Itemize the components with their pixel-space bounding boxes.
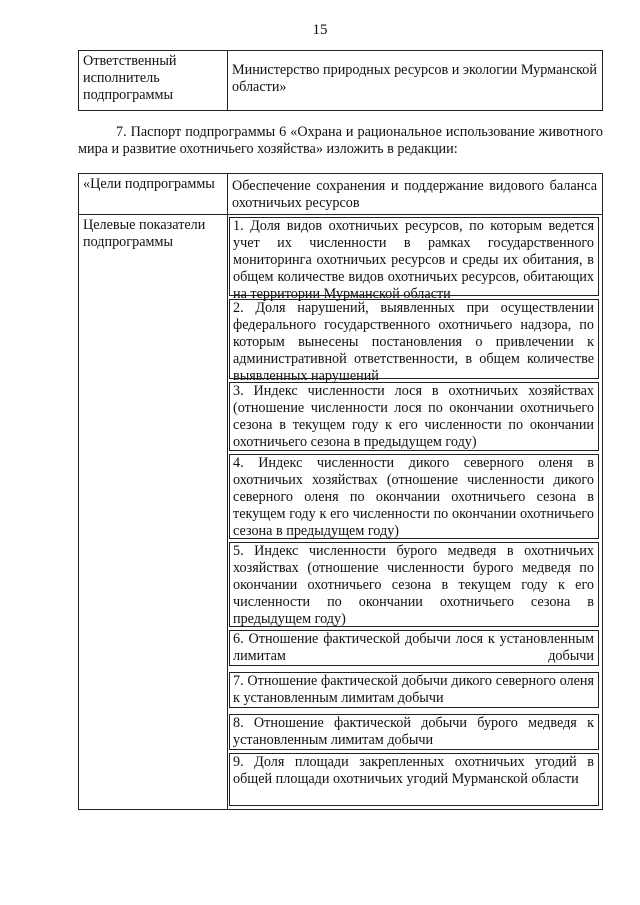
goals-value: Обеспечение сохранения и поддержание видового баланса охотничьих ресурсов xyxy=(232,178,597,211)
indicator-item: 2. Доля нарушений, выявленных при осуществлении федерального государственного охотничьего надзора, по которым вынесены постановления о привлечении к административной ответственности, в общем количестве выявленных нарушений xyxy=(229,299,599,379)
amendment-paragraph: 7. Паспорт подпрограммы 6 «Охрана и рациональное использование животного мира и развитие охотничьего хозяйства» изложить в редакции: xyxy=(78,124,603,157)
indicator-item: 5. Индекс численности бурого медведя в охотничьих хозяйствах (отношение численности бурого медведя по окончании охотничьего сезона в текущем году к его численности по окончании охотничьего сезона в предыдущем году) xyxy=(229,542,599,627)
executor-row xyxy=(79,51,603,111)
indicator-item: 1. Доля видов охотничьих ресурсов, по которым ведется учет их численности в рамках государственного мониторинга охотничьих ресурсов и среды их обитания, в общем количестве видов охотничьих ресурсов, обитающих на территории Мурманской области xyxy=(229,217,599,296)
goals-label: «Цели подпрограммы xyxy=(79,174,228,215)
executor-value: Министерство природных ресурсов и экологии Мурманской области» xyxy=(228,51,603,111)
indicators-row xyxy=(79,215,603,810)
page-number: 15 xyxy=(312,22,328,38)
passport-table xyxy=(78,173,603,810)
indicators-label: Целевые показатели подпрограммы xyxy=(79,215,228,810)
executor-label: Ответственный исполнитель подпрограммы xyxy=(79,51,228,111)
indicator-item: 6. Отношение фактической добычи лося к установленным лимитам добычи xyxy=(229,630,599,666)
executor-table xyxy=(78,50,603,111)
indicators-list xyxy=(228,215,603,810)
indicator-item: 4. Индекс численности дикого северного оленя в охотничьих хозяйствах (отношение численности дикого северного оленя по окончании охотничьего сезона в текущем году к его численности по окончании охотничьего сезона в предыдущем году) xyxy=(229,454,599,539)
indicator-item: 9. Доля площади закрепленных охотничьих угодий в общей площади охотничьих угодий Мурманской области xyxy=(229,753,599,806)
indicator-item: 3. Индекс численности лося в охотничьих хозяйствах (отношение численности лося по окончании охотничьего сезона в текущем году к его численности по окончании охотничьего сезона в предыдущем году) xyxy=(229,382,599,451)
indicator-item: 8. Отношение фактической добычи бурого медведя к установленным лимитам добычи xyxy=(229,714,599,750)
goals-row xyxy=(79,174,603,215)
indicator-item: 7. Отношение фактической добычи дикого северного оленя к установленным лимитам добычи xyxy=(229,672,599,708)
